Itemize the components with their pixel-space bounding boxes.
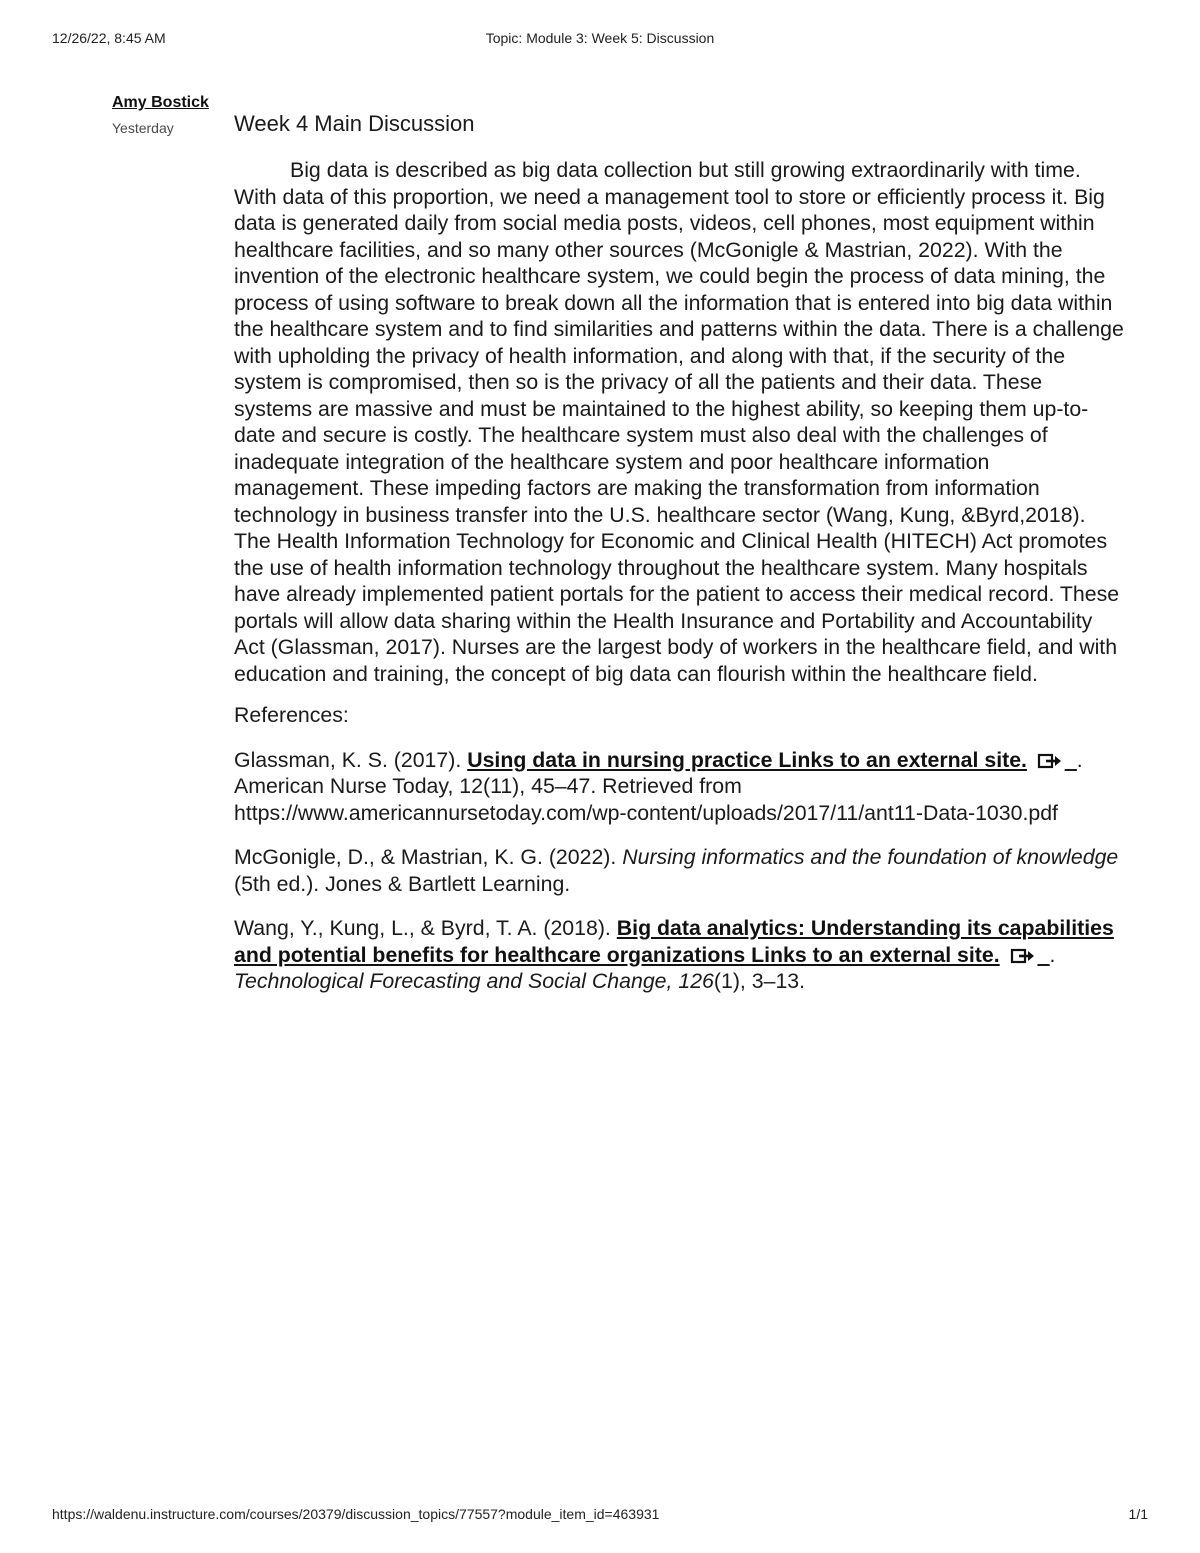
reference-text: . bbox=[1049, 942, 1056, 967]
references-heading: References: bbox=[234, 703, 349, 727]
print-footer bbox=[52, 1506, 1148, 1526]
reference-glassman bbox=[234, 747, 1124, 827]
discussion-post bbox=[234, 110, 1124, 1013]
link-underscore: _ bbox=[1064, 747, 1077, 772]
reference-text: Wang, Y., Kung, L., & Byrd, T. A. (2018). bbox=[234, 916, 617, 940]
print-page-count: 1/1 bbox=[1128, 1506, 1148, 1522]
external-link-icon[interactable] bbox=[1037, 753, 1065, 769]
reference-italic-journal: Technological Forecasting and Social Change, 126 bbox=[234, 969, 714, 993]
external-link-icon[interactable] bbox=[1010, 948, 1038, 964]
reference-text: (1), 3–13. bbox=[713, 969, 806, 993]
post-title: Week 4 Main Discussion bbox=[234, 111, 475, 136]
print-date: 12/26/22, 8:45 AM bbox=[52, 30, 166, 46]
link-underscore: _ bbox=[1037, 942, 1050, 967]
reference-text: Glassman, K. S. (2017). bbox=[234, 747, 468, 772]
reference-mcgonigle bbox=[234, 844, 1124, 897]
print-header bbox=[52, 30, 1148, 50]
post-timestamp: Yesterday bbox=[112, 120, 174, 136]
reference-link-wang[interactable]: Big data analytics: Understanding its capabilities and potential benefits for healthcare organizations Links to an external site. bbox=[234, 916, 1114, 967]
reference-text: . American Nurse Today, 12(11), 45–47. Retrieved from https://www.americannursetoday.com/wp-content/uploads/2017/11/ant11-Data-1030.pdf bbox=[234, 747, 1083, 825]
print-url: https://waldenu.instructure.com/courses/20379/discussion_topics/77557?module_item_id=463931 bbox=[52, 1506, 660, 1522]
author-link[interactable]: Amy Bostick bbox=[112, 94, 209, 111]
print-page-title: Topic: Module 3: Week 5: Discussion bbox=[485, 30, 715, 46]
reference-text: (5th ed.). Jones & Bartlett Learning. bbox=[234, 871, 571, 896]
reference-wang bbox=[234, 915, 1124, 995]
post-author-column bbox=[112, 94, 232, 136]
reference-text: McGonigle, D., & Mastrian, K. G. (2022). bbox=[234, 845, 623, 869]
reference-link-glassman[interactable]: Using data in nursing practice Links to an external site. bbox=[467, 747, 1027, 772]
reference-italic-title: Nursing informatics and the foundation of knowledge bbox=[622, 845, 1119, 869]
post-body-text: Big data is described as big data collection but still growing extraordinarily with time. With data of this proportion, we need a management tool to store or efficiently process it. Big data is generated daily from social media posts, videos, cell phones, most equipment within healthcare facilities, and so many other sources (McGonigle & Mastrian, 2022). With the invention of the electronic healthcare system, we could begin the process of data mining, the process of using software to break down all the information that is entered into big data within the healthcare system and to find similarities and patterns within the data. There is a challenge with upholding the privacy of health information, and along with that, if the security of the system is compromised, then so is the privacy of all the patients and their data. These systems are massive and must be maintained to the highest ability, so keeping them up-to-date and secure is costly. The healthcare system must also deal with the challenges of inadequate integration of the healthcare system and poor healthcare information management. These impeding factors are making the transformation from information technology in business transfer into the U.S. healthcare sector (Wang, Kung, &Byrd,2018). The Health Information Technology for Economic and Clinical Health (HITECH) Act promotes the use of health information technology throughout the healthcare system. Many hospitals have already implemented patient portals for the patient to access their medical record. These portals will allow data sharing within the Health Insurance and Portability and Accountability Act (Glassman, 2017). Nurses are the largest body of workers in the healthcare field, and with education and training, the concept of big data can flourish within the healthcare field. bbox=[234, 158, 1124, 686]
